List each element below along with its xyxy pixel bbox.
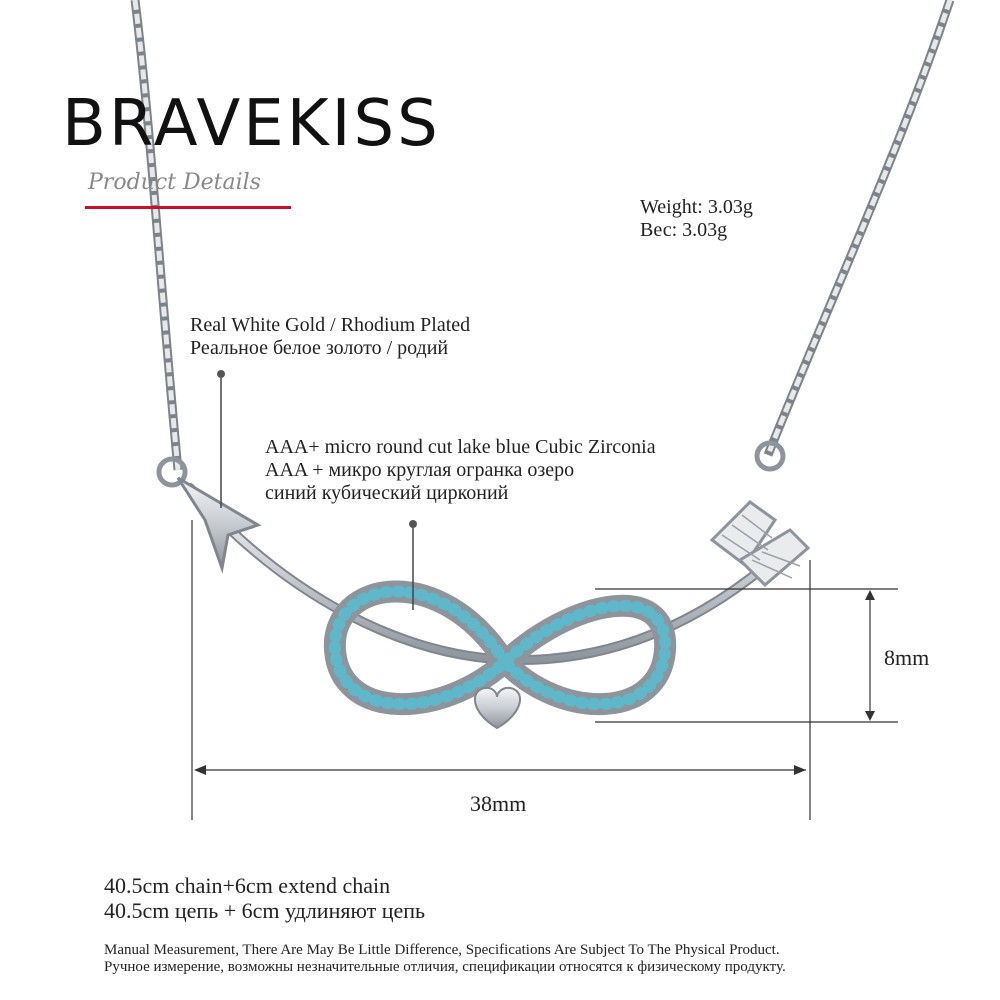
- silver-chain-icon: [135, 0, 950, 485]
- width-label: 38mm: [470, 791, 527, 816]
- callout-pointer-plating: [217, 370, 225, 508]
- brand-name: BRAVEKISS: [62, 87, 441, 161]
- chain-length: [104, 873, 425, 924]
- stone-ru-2: синий кубический цирконий: [265, 482, 509, 504]
- heart-icon: [475, 688, 520, 728]
- weight-spec: [640, 196, 753, 242]
- disclaimer-ru: Ручное измерение, возможны незначительные отличия, спецификации относятся к физическому продукту.: [104, 959, 786, 976]
- chain-length-ru: 40.5cm цепь + 6cm удлиняют цепь: [104, 898, 426, 924]
- weight-en: Weight: 3.03g: [640, 196, 753, 218]
- plating-ru: Реальное белое золото / родий: [190, 337, 449, 359]
- section-subtitle: Product Details: [88, 170, 261, 195]
- stone-en: AAA+ micro round cut lake blue Cubic Zirconia: [265, 436, 656, 458]
- chain-length-en: 40.5cm chain+6cm extend chain: [104, 873, 391, 898]
- height-label: 8mm: [884, 645, 930, 670]
- disclaimer: [104, 942, 786, 977]
- plating-callout: [190, 314, 470, 360]
- plating-en: Real White Gold / Rhodium Plated: [190, 314, 471, 336]
- stone-callout: [265, 436, 656, 505]
- stone-ru-1: AAA + микро круглая огранка озеро: [265, 459, 575, 481]
- weight-ru: Вес: 3.03g: [640, 219, 728, 241]
- subtitle-underline: [85, 206, 291, 209]
- disclaimer-en: Manual Measurement, There Are May Be Little Difference, Specifications Are Subject To The Physical Product.: [104, 942, 780, 958]
